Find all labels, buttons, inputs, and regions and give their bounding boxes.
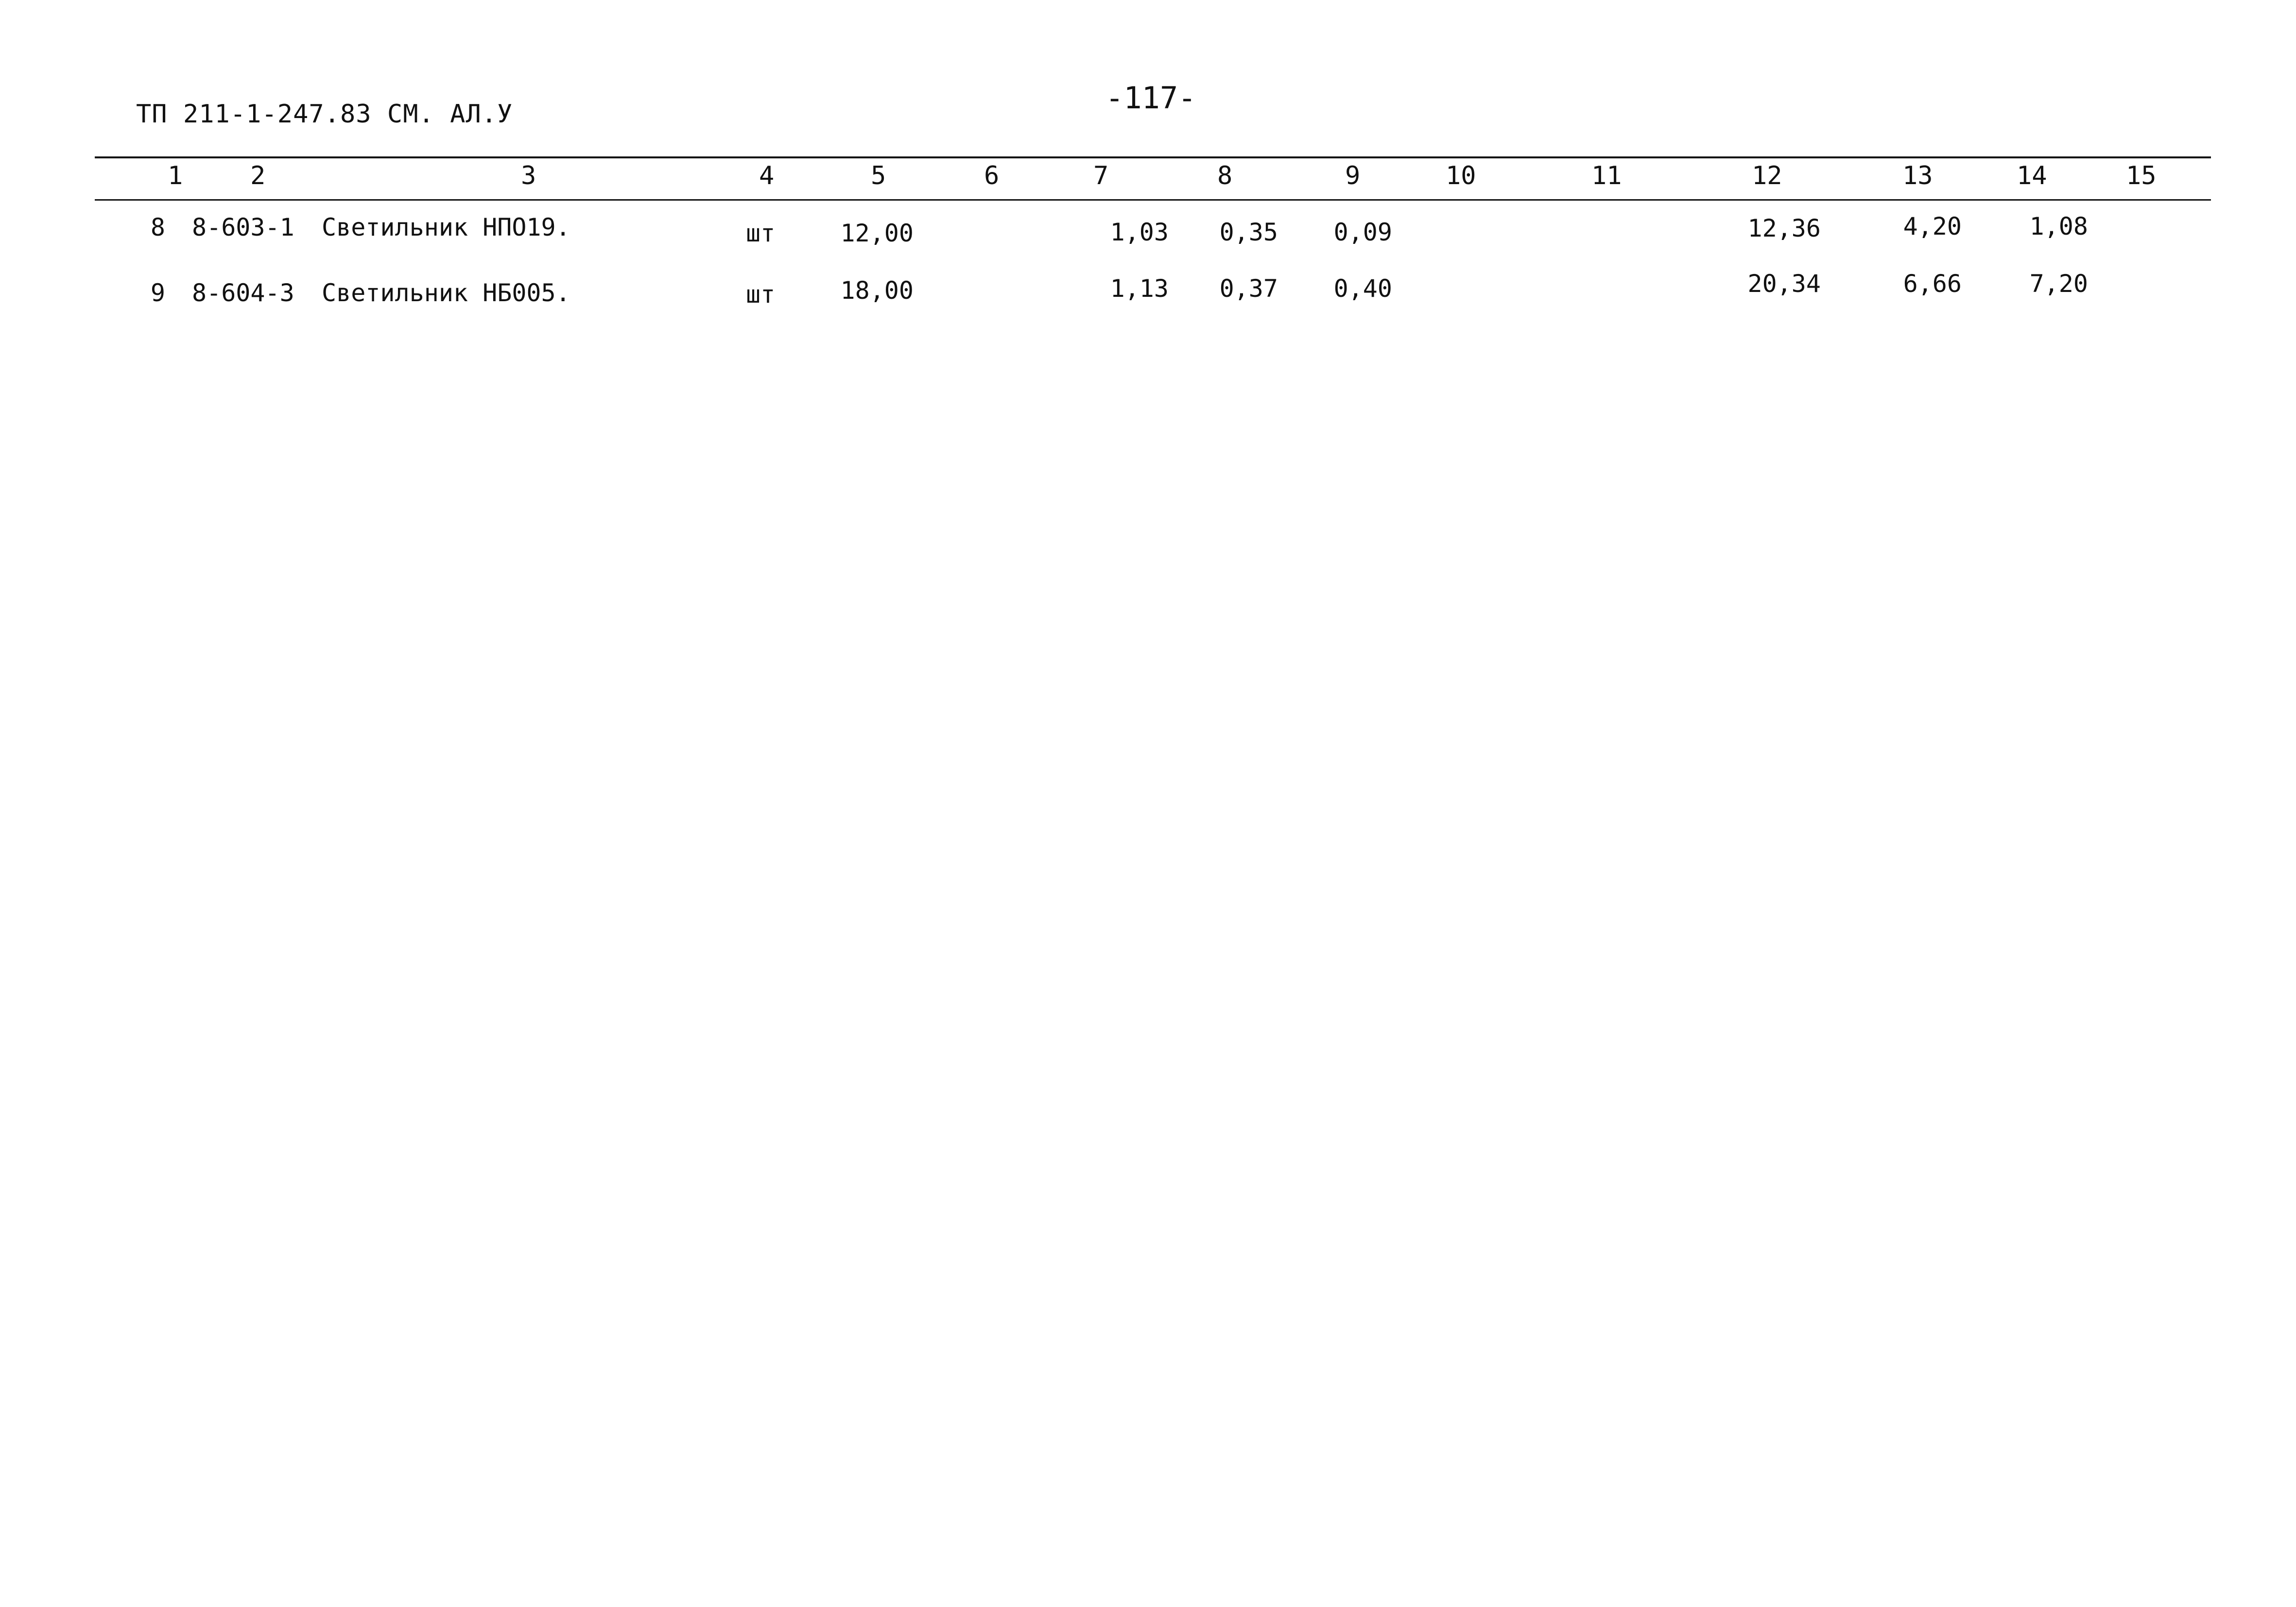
- column-header: 2: [250, 161, 266, 190]
- column-header: 14: [2017, 161, 2047, 190]
- column-header: 3: [521, 161, 536, 190]
- row-number: 9: [150, 279, 165, 307]
- cell-col13: 6,66: [1903, 270, 1962, 298]
- cell-col13: 4,20: [1903, 212, 1962, 240]
- row-number: 8: [150, 213, 165, 241]
- column-header: 9: [1345, 161, 1361, 190]
- column-header: 5: [871, 161, 886, 190]
- column-header: 6: [984, 161, 1000, 190]
- norm-code: 8-603-1: [192, 213, 294, 241]
- column-header: 12: [1752, 161, 1782, 190]
- work-name: Светильник НПО19.: [322, 213, 570, 241]
- cell-col7: 1,13: [1110, 274, 1169, 303]
- column-header: 10: [1446, 161, 1476, 190]
- cell-col12: 20,34: [1747, 270, 1821, 298]
- unit: шт: [746, 219, 776, 247]
- table-header-rule: [95, 199, 2211, 201]
- cell-col14: 7,20: [2029, 270, 2088, 298]
- document-code: ТП 211-1-247.83 СМ. АЛ.У: [136, 100, 513, 129]
- cell-col14: 1,08: [2029, 212, 2088, 240]
- column-header: 4: [759, 161, 775, 190]
- column-header: 11: [1591, 161, 1622, 190]
- quantity: 12,00: [840, 219, 914, 247]
- column-header: 13: [1902, 161, 1933, 190]
- cell-col12: 12,36: [1747, 214, 1821, 242]
- cell-col9: 0,09: [1333, 218, 1392, 246]
- column-header: 8: [1217, 161, 1233, 190]
- column-header: 15: [2126, 161, 2157, 190]
- norm-code: 8-604-3: [192, 279, 294, 307]
- cell-col9: 0,40: [1333, 274, 1392, 303]
- page-number: -117-: [1105, 80, 1196, 116]
- cell-col8: 0,35: [1219, 218, 1278, 246]
- quantity: 18,00: [840, 276, 914, 305]
- unit: шт: [746, 280, 776, 308]
- work-name: Светильник НБ005.: [322, 279, 570, 307]
- table-top-rule: [95, 156, 2211, 158]
- cell-col7: 1,03: [1110, 218, 1169, 246]
- column-header: 7: [1093, 161, 1109, 190]
- cell-col8: 0,37: [1219, 274, 1278, 303]
- column-header: 1: [168, 161, 183, 190]
